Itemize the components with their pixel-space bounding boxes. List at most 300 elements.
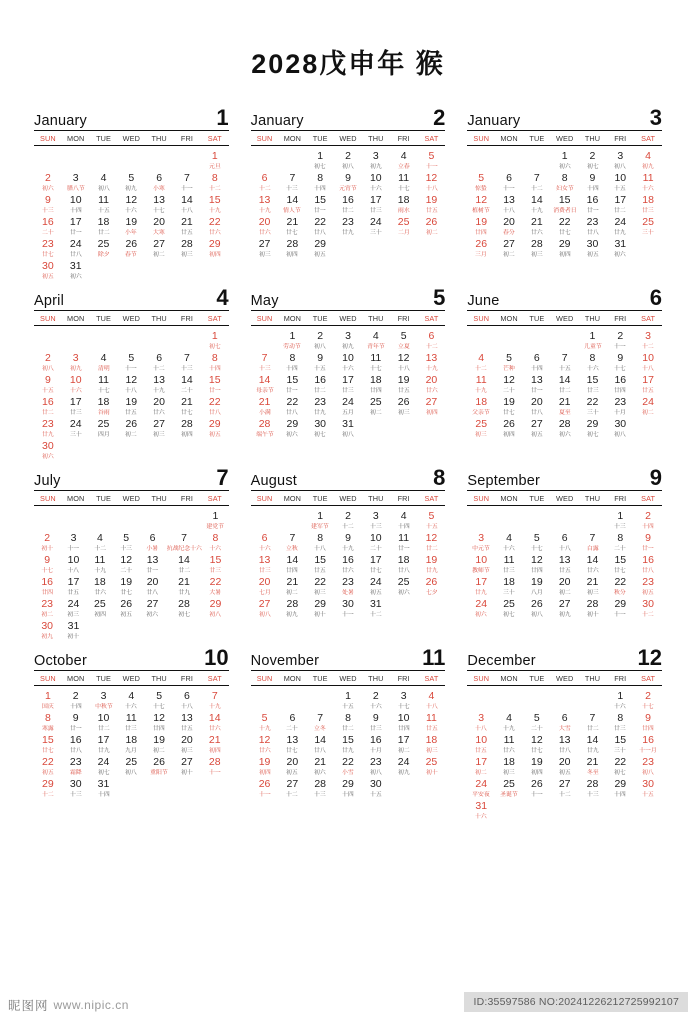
day-cell[interactable]	[551, 553, 579, 575]
day-cell[interactable]	[606, 575, 634, 597]
day-cell[interactable]	[606, 171, 634, 193]
day-cell[interactable]	[634, 755, 662, 777]
day-cell[interactable]	[34, 711, 62, 733]
day-cell[interactable]	[467, 395, 495, 417]
day-cell[interactable]	[306, 373, 334, 395]
day-cell[interactable]	[251, 553, 279, 575]
day-cell[interactable]	[90, 237, 118, 259]
day-cell[interactable]	[551, 237, 579, 259]
day-cell[interactable]	[90, 395, 118, 417]
day-cell[interactable]	[251, 395, 279, 417]
day-cell[interactable]	[551, 351, 579, 373]
day-cell[interactable]	[251, 711, 279, 733]
day-cell[interactable]	[145, 711, 173, 733]
day-cell[interactable]	[201, 171, 229, 193]
day-cell[interactable]	[606, 597, 634, 619]
day-cell[interactable]	[606, 531, 634, 553]
day-cell[interactable]	[173, 237, 201, 259]
day-cell[interactable]	[634, 711, 662, 733]
day-cell[interactable]	[390, 755, 418, 777]
day-cell[interactable]	[467, 215, 495, 237]
day-cell[interactable]	[201, 733, 229, 755]
day-cell[interactable]	[579, 531, 607, 553]
day-cell[interactable]	[173, 755, 201, 777]
day-cell[interactable]	[173, 395, 201, 417]
day-cell[interactable]	[306, 215, 334, 237]
day-cell[interactable]	[90, 755, 118, 777]
day-cell[interactable]	[201, 149, 229, 171]
day-cell[interactable]	[62, 755, 90, 777]
day-cell[interactable]	[278, 417, 306, 439]
day-cell[interactable]	[362, 733, 390, 755]
day-cell[interactable]	[278, 329, 306, 351]
day-cell[interactable]	[551, 149, 579, 171]
day-cell[interactable]	[62, 373, 90, 395]
day-cell[interactable]	[201, 329, 229, 351]
day-cell[interactable]	[579, 237, 607, 259]
day-cell[interactable]	[34, 575, 60, 597]
day-cell[interactable]	[467, 193, 495, 215]
day-cell[interactable]	[306, 597, 334, 619]
day-cell[interactable]	[467, 597, 495, 619]
day-cell[interactable]	[145, 351, 173, 373]
day-cell[interactable]	[117, 417, 145, 439]
day-cell[interactable]	[90, 373, 118, 395]
day-cell[interactable]	[306, 395, 334, 417]
day-cell[interactable]	[139, 553, 165, 575]
day-cell[interactable]	[201, 689, 229, 711]
day-cell[interactable]	[495, 733, 523, 755]
day-cell[interactable]	[62, 171, 90, 193]
day-cell[interactable]	[523, 553, 551, 575]
day-cell[interactable]	[334, 777, 362, 799]
day-cell[interactable]	[62, 689, 90, 711]
day-cell[interactable]	[166, 575, 203, 597]
day-cell[interactable]	[634, 777, 662, 799]
day-cell[interactable]	[278, 171, 306, 193]
day-cell[interactable]	[201, 215, 229, 237]
day-cell[interactable]	[202, 509, 228, 531]
day-cell[interactable]	[278, 711, 306, 733]
day-cell[interactable]	[390, 553, 418, 575]
day-cell[interactable]	[278, 193, 306, 215]
day-cell[interactable]	[523, 417, 551, 439]
day-cell[interactable]	[606, 553, 634, 575]
day-cell[interactable]	[251, 777, 279, 799]
day-cell[interactable]	[278, 373, 306, 395]
day-cell[interactable]	[551, 597, 579, 619]
day-cell[interactable]	[606, 351, 634, 373]
day-cell[interactable]	[634, 351, 662, 373]
day-cell[interactable]	[362, 149, 390, 171]
day-cell[interactable]	[251, 733, 279, 755]
day-cell[interactable]	[145, 373, 173, 395]
day-cell[interactable]	[551, 417, 579, 439]
day-cell[interactable]	[145, 237, 173, 259]
day-cell[interactable]	[34, 531, 60, 553]
day-cell[interactable]	[201, 237, 229, 259]
day-cell[interactable]	[306, 351, 334, 373]
day-cell[interactable]	[634, 509, 662, 531]
day-cell[interactable]	[523, 575, 551, 597]
day-cell[interactable]	[579, 215, 607, 237]
day-cell[interactable]	[34, 171, 62, 193]
day-cell[interactable]	[334, 373, 362, 395]
day-cell[interactable]	[418, 193, 446, 215]
day-cell[interactable]	[495, 193, 523, 215]
day-cell[interactable]	[523, 351, 551, 373]
day-cell[interactable]	[606, 373, 634, 395]
day-cell[interactable]	[34, 553, 60, 575]
day-cell[interactable]	[334, 755, 362, 777]
day-cell[interactable]	[90, 777, 118, 799]
day-cell[interactable]	[90, 171, 118, 193]
day-cell[interactable]	[201, 711, 229, 733]
day-cell[interactable]	[117, 733, 145, 755]
day-cell[interactable]	[278, 597, 306, 619]
day-cell[interactable]	[390, 171, 418, 193]
day-cell[interactable]	[34, 193, 62, 215]
day-cell[interactable]	[390, 689, 418, 711]
day-cell[interactable]	[418, 149, 446, 171]
day-cell[interactable]	[418, 373, 446, 395]
day-cell[interactable]	[251, 215, 279, 237]
day-cell[interactable]	[606, 755, 634, 777]
day-cell[interactable]	[523, 237, 551, 259]
day-cell[interactable]	[606, 417, 634, 439]
day-cell[interactable]	[418, 395, 446, 417]
day-cell[interactable]	[145, 193, 173, 215]
day-cell[interactable]	[579, 373, 607, 395]
day-cell[interactable]	[251, 597, 279, 619]
day-cell[interactable]	[418, 755, 446, 777]
day-cell[interactable]	[495, 553, 523, 575]
day-cell[interactable]	[145, 171, 173, 193]
day-cell[interactable]	[362, 575, 390, 597]
day-cell[interactable]	[173, 711, 201, 733]
day-cell[interactable]	[87, 597, 113, 619]
day-cell[interactable]	[145, 215, 173, 237]
day-cell[interactable]	[362, 777, 390, 799]
day-cell[interactable]	[201, 351, 229, 373]
day-cell[interactable]	[145, 733, 173, 755]
day-cell[interactable]	[418, 509, 446, 531]
day-cell[interactable]	[113, 575, 139, 597]
day-cell[interactable]	[634, 597, 662, 619]
day-cell[interactable]	[634, 553, 662, 575]
day-cell[interactable]	[306, 531, 334, 553]
day-cell[interactable]	[390, 215, 418, 237]
day-cell[interactable]	[495, 171, 523, 193]
day-cell[interactable]	[606, 689, 634, 711]
day-cell[interactable]	[166, 553, 203, 575]
day-cell[interactable]	[362, 755, 390, 777]
day-cell[interactable]	[306, 733, 334, 755]
day-cell[interactable]	[362, 597, 390, 619]
day-cell[interactable]	[90, 711, 118, 733]
day-cell[interactable]	[113, 597, 139, 619]
day-cell[interactable]	[62, 711, 90, 733]
day-cell[interactable]	[34, 733, 62, 755]
day-cell[interactable]	[173, 171, 201, 193]
day-cell[interactable]	[87, 553, 113, 575]
day-cell[interactable]	[202, 575, 228, 597]
day-cell[interactable]	[334, 193, 362, 215]
day-cell[interactable]	[551, 755, 579, 777]
day-cell[interactable]	[34, 777, 62, 799]
day-cell[interactable]	[173, 373, 201, 395]
day-cell[interactable]	[362, 509, 390, 531]
day-cell[interactable]	[251, 171, 279, 193]
day-cell[interactable]	[139, 575, 165, 597]
day-cell[interactable]	[34, 597, 60, 619]
day-cell[interactable]	[202, 597, 228, 619]
day-cell[interactable]	[201, 373, 229, 395]
day-cell[interactable]	[251, 351, 279, 373]
day-cell[interactable]	[390, 149, 418, 171]
day-cell[interactable]	[173, 733, 201, 755]
day-cell[interactable]	[606, 215, 634, 237]
day-cell[interactable]	[418, 351, 446, 373]
day-cell[interactable]	[278, 395, 306, 417]
day-cell[interactable]	[523, 733, 551, 755]
day-cell[interactable]	[201, 193, 229, 215]
day-cell[interactable]	[201, 417, 229, 439]
day-cell[interactable]	[495, 351, 523, 373]
day-cell[interactable]	[495, 237, 523, 259]
day-cell[interactable]	[362, 171, 390, 193]
day-cell[interactable]	[173, 417, 201, 439]
day-cell[interactable]	[60, 597, 86, 619]
day-cell[interactable]	[306, 509, 334, 531]
day-cell[interactable]	[34, 755, 62, 777]
day-cell[interactable]	[306, 553, 334, 575]
day-cell[interactable]	[306, 237, 334, 259]
day-cell[interactable]	[634, 215, 662, 237]
day-cell[interactable]	[523, 171, 551, 193]
day-cell[interactable]	[390, 711, 418, 733]
day-cell[interactable]	[634, 689, 662, 711]
day-cell[interactable]	[34, 417, 62, 439]
day-cell[interactable]	[60, 553, 86, 575]
day-cell[interactable]	[467, 575, 495, 597]
day-cell[interactable]	[606, 237, 634, 259]
day-cell[interactable]	[173, 193, 201, 215]
day-cell[interactable]	[467, 237, 495, 259]
day-cell[interactable]	[579, 193, 607, 215]
day-cell[interactable]	[34, 237, 62, 259]
day-cell[interactable]	[306, 755, 334, 777]
day-cell[interactable]	[495, 597, 523, 619]
day-cell[interactable]	[579, 711, 607, 733]
day-cell[interactable]	[523, 777, 551, 799]
day-cell[interactable]	[117, 237, 145, 259]
day-cell[interactable]	[139, 531, 165, 553]
day-cell[interactable]	[495, 215, 523, 237]
day-cell[interactable]	[606, 733, 634, 755]
day-cell[interactable]	[523, 373, 551, 395]
day-cell[interactable]	[418, 215, 446, 237]
day-cell[interactable]	[173, 215, 201, 237]
day-cell[interactable]	[606, 149, 634, 171]
day-cell[interactable]	[278, 777, 306, 799]
day-cell[interactable]	[551, 777, 579, 799]
day-cell[interactable]	[495, 531, 523, 553]
day-cell[interactable]	[551, 733, 579, 755]
day-cell[interactable]	[166, 597, 203, 619]
day-cell[interactable]	[418, 171, 446, 193]
day-cell[interactable]	[306, 417, 334, 439]
day-cell[interactable]	[34, 351, 62, 373]
day-cell[interactable]	[551, 215, 579, 237]
day-cell[interactable]	[334, 733, 362, 755]
day-cell[interactable]	[418, 711, 446, 733]
day-cell[interactable]	[334, 215, 362, 237]
day-cell[interactable]	[334, 171, 362, 193]
day-cell[interactable]	[117, 755, 145, 777]
day-cell[interactable]	[418, 531, 446, 553]
day-cell[interactable]	[139, 597, 165, 619]
day-cell[interactable]	[579, 777, 607, 799]
day-cell[interactable]	[117, 351, 145, 373]
day-cell[interactable]	[334, 597, 362, 619]
day-cell[interactable]	[634, 733, 662, 755]
day-cell[interactable]	[173, 689, 201, 711]
day-cell[interactable]	[334, 509, 362, 531]
day-cell[interactable]	[145, 689, 173, 711]
day-cell[interactable]	[579, 149, 607, 171]
day-cell[interactable]	[362, 193, 390, 215]
day-cell[interactable]	[334, 351, 362, 373]
day-cell[interactable]	[523, 395, 551, 417]
day-cell[interactable]	[34, 395, 62, 417]
day-cell[interactable]	[390, 531, 418, 553]
day-cell[interactable]	[467, 711, 495, 733]
day-cell[interactable]	[606, 329, 634, 351]
day-cell[interactable]	[551, 171, 579, 193]
day-cell[interactable]	[251, 417, 279, 439]
day-cell[interactable]	[634, 395, 662, 417]
day-cell[interactable]	[495, 395, 523, 417]
day-cell[interactable]	[495, 417, 523, 439]
day-cell[interactable]	[62, 259, 90, 281]
day-cell[interactable]	[34, 259, 62, 281]
day-cell[interactable]	[362, 351, 390, 373]
day-cell[interactable]	[306, 171, 334, 193]
day-cell[interactable]	[87, 531, 113, 553]
day-cell[interactable]	[634, 575, 662, 597]
day-cell[interactable]	[606, 395, 634, 417]
day-cell[interactable]	[117, 193, 145, 215]
day-cell[interactable]	[634, 373, 662, 395]
day-cell[interactable]	[251, 193, 279, 215]
day-cell[interactable]	[467, 799, 495, 821]
day-cell[interactable]	[60, 575, 86, 597]
day-cell[interactable]	[117, 689, 145, 711]
day-cell[interactable]	[173, 351, 201, 373]
day-cell[interactable]	[62, 395, 90, 417]
day-cell[interactable]	[278, 733, 306, 755]
day-cell[interactable]	[166, 531, 203, 553]
day-cell[interactable]	[62, 193, 90, 215]
day-cell[interactable]	[579, 395, 607, 417]
day-cell[interactable]	[362, 531, 390, 553]
day-cell[interactable]	[251, 531, 279, 553]
day-cell[interactable]	[306, 193, 334, 215]
day-cell[interactable]	[117, 395, 145, 417]
day-cell[interactable]	[90, 351, 118, 373]
day-cell[interactable]	[579, 755, 607, 777]
day-cell[interactable]	[390, 193, 418, 215]
day-cell[interactable]	[362, 215, 390, 237]
day-cell[interactable]	[306, 575, 334, 597]
day-cell[interactable]	[579, 329, 607, 351]
day-cell[interactable]	[606, 711, 634, 733]
day-cell[interactable]	[62, 215, 90, 237]
day-cell[interactable]	[579, 171, 607, 193]
day-cell[interactable]	[117, 215, 145, 237]
day-cell[interactable]	[390, 575, 418, 597]
day-cell[interactable]	[278, 237, 306, 259]
day-cell[interactable]	[523, 711, 551, 733]
day-cell[interactable]	[634, 171, 662, 193]
day-cell[interactable]	[334, 531, 362, 553]
day-cell[interactable]	[145, 417, 173, 439]
day-cell[interactable]	[634, 193, 662, 215]
day-cell[interactable]	[523, 755, 551, 777]
day-cell[interactable]	[278, 755, 306, 777]
day-cell[interactable]	[34, 619, 60, 641]
day-cell[interactable]	[334, 689, 362, 711]
day-cell[interactable]	[306, 329, 334, 351]
day-cell[interactable]	[334, 417, 362, 439]
day-cell[interactable]	[34, 215, 62, 237]
day-cell[interactable]	[579, 417, 607, 439]
day-cell[interactable]	[523, 531, 551, 553]
day-cell[interactable]	[90, 689, 118, 711]
day-cell[interactable]	[467, 755, 495, 777]
day-cell[interactable]	[390, 509, 418, 531]
day-cell[interactable]	[467, 351, 495, 373]
day-cell[interactable]	[113, 553, 139, 575]
day-cell[interactable]	[62, 733, 90, 755]
day-cell[interactable]	[278, 553, 306, 575]
day-cell[interactable]	[390, 351, 418, 373]
day-cell[interactable]	[201, 395, 229, 417]
day-cell[interactable]	[306, 777, 334, 799]
day-cell[interactable]	[495, 755, 523, 777]
day-cell[interactable]	[362, 395, 390, 417]
day-cell[interactable]	[202, 553, 228, 575]
day-cell[interactable]	[251, 575, 279, 597]
day-cell[interactable]	[362, 329, 390, 351]
day-cell[interactable]	[523, 193, 551, 215]
day-cell[interactable]	[62, 777, 90, 799]
day-cell[interactable]	[495, 777, 523, 799]
day-cell[interactable]	[634, 329, 662, 351]
day-cell[interactable]	[467, 777, 495, 799]
day-cell[interactable]	[334, 395, 362, 417]
day-cell[interactable]	[390, 733, 418, 755]
day-cell[interactable]	[362, 373, 390, 395]
day-cell[interactable]	[62, 237, 90, 259]
day-cell[interactable]	[145, 755, 173, 777]
day-cell[interactable]	[418, 329, 446, 351]
day-cell[interactable]	[495, 575, 523, 597]
day-cell[interactable]	[579, 597, 607, 619]
day-cell[interactable]	[362, 711, 390, 733]
day-cell[interactable]	[62, 417, 90, 439]
